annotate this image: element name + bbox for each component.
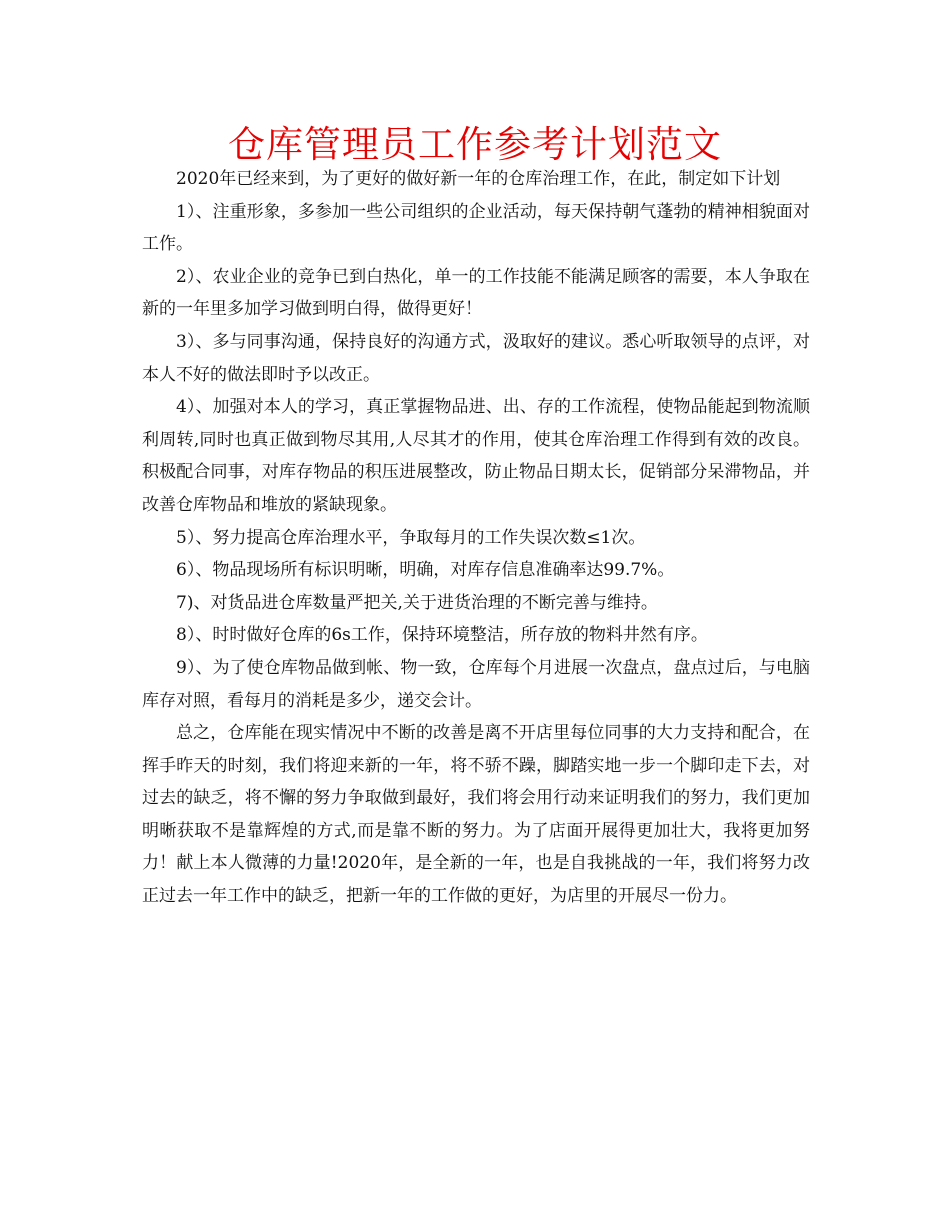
paragraph-item-6: 6）、物品现场所有标识明晰，明确，对库存信息准确率达99.7%。 <box>176 560 675 581</box>
paragraph-item-3: 3）、多与同事沟通，保持良好的沟通方式，汲取好的建议。悉心听取领导的点评，对本人不好的做法即时予以改正。 <box>142 331 810 385</box>
paragraph-item-2: 2）、农业企业的竞争已到白热化，单一的工作技能不能满足顾客的需要，本人争取在新的一年里多加学习做到明白得，做得更好！ <box>142 266 810 320</box>
paragraph-item-8: 8）、时时做好仓库的6s工作，保持环境整洁，所存放的物料井然有序。 <box>176 625 708 646</box>
paragraph-item-4: 4）、加强对本人的学习，真正掌握物品进、出、存的工作流程，使物品能起到物流顺利周转,同时也真正做到物尽其用,人尽其才的作用，使其仓库治理工作得到有效的改良。积极配合同事，对库存物品的积压进展整改，防止物品日期太长，促销部分呆滞物品，并改善仓库物品和堆放的紧缺现象。 <box>142 397 810 515</box>
paragraph-item-7: 7)、对货品进仓库数量严把关,关于进货治理的不断完善与维持。 <box>176 592 658 613</box>
paragraph-summary: 总之，仓库能在现实情况中不断的改善是离不开店里每位同事的大力支持和配合，在挥手昨天的时刻，我们将迎来新的一年，将不骄不躁，脚踏实地一步一个脚印走下去，对过去的缺乏，将不懈的努力争取做到最好，我们将会用行动来证明我们的努力，我们更加明晰获取不是靠辉煌的方式,而是靠不断的努力。为了店面开展得更加壮大，我将更加努力！献上本人微薄的力量!2020年，是全新的一年，也是自我挑战的一年，我们将努力改正过去一年工作中的缺乏，把新一年的工作做的更好，为店里的开展尽一份力。 <box>142 723 810 907</box>
paragraph-item-1: 1）、注重形象，多参加一些公司组织的企业活动，每天保持朝气蓬勃的精神相貌面对工作。 <box>142 201 810 255</box>
paragraph-intro: 2020年已经来到，为了更好的做好新一年的仓库治理工作，在此，制定如下计划 <box>176 169 781 189</box>
document-title: 仓库管理员工作参考计划范文 <box>228 123 722 166</box>
paragraph-item-5: 5）、努力提高仓库治理水平，争取每月的工作失误次数≤1次。 <box>176 527 646 548</box>
paragraph-item-9: 9）、为了使仓库物品做到帐、物一致，仓库每个月进展一次盘点，盘点过后，与电脑库存对照，看每月的消耗是多少，递交会计。 <box>142 657 810 711</box>
document-body <box>142 163 810 913</box>
